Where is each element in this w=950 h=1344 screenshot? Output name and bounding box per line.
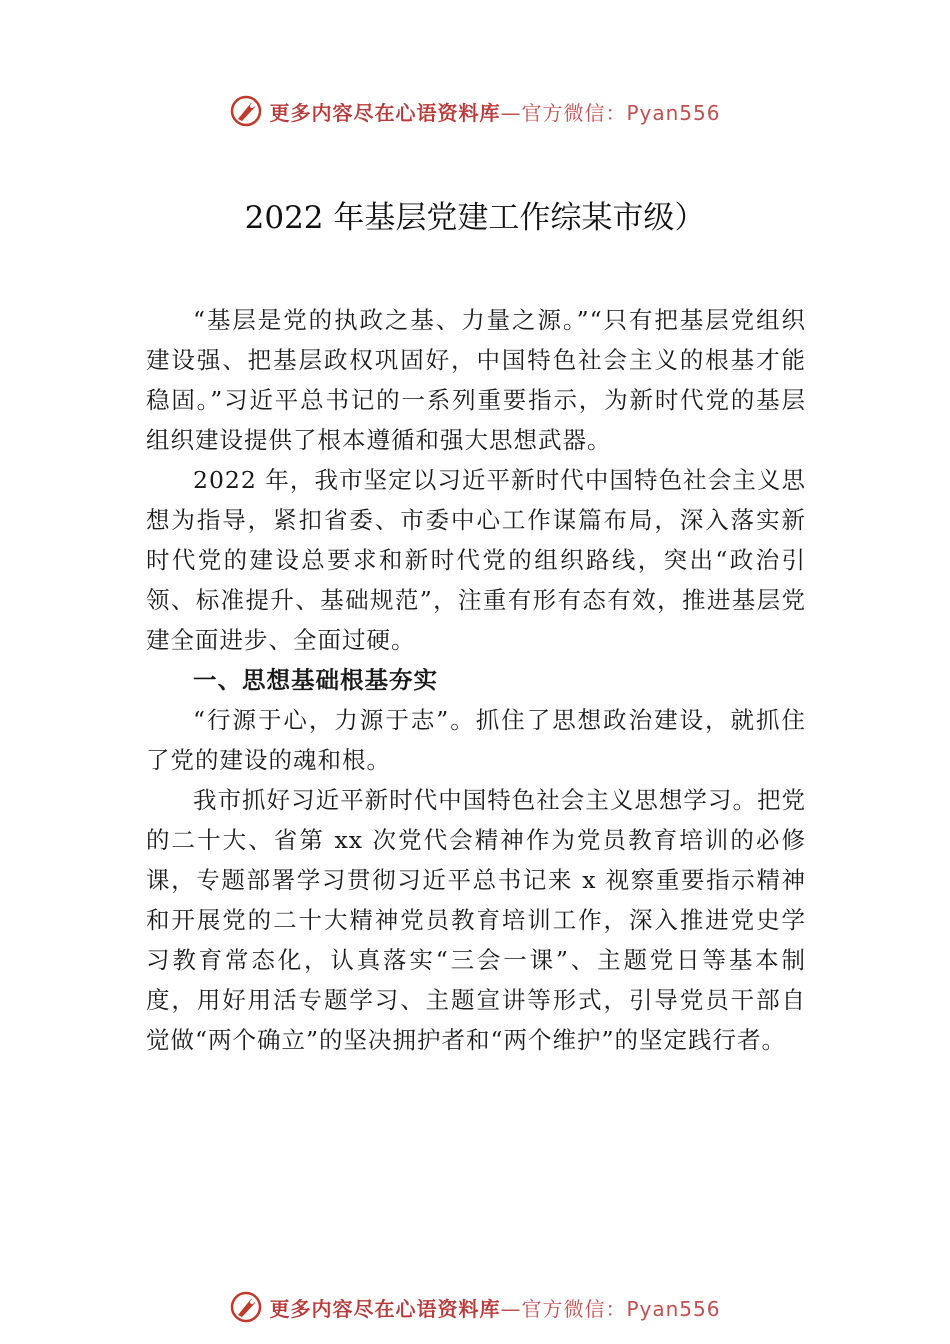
- section1-paragraph-2: 我市抓好习近平新时代中国特色社会主义思想学习。把党的二十大、省第 xx 次党代会精神作为党员教育培训的必修课，专题部署学习贯彻习近平总书记来 x 视察重要指示精神和开展党的二十大精神党员教育培训工作，深入推进党史学习教育常态化，认真落实“三会一课”、主题党日等基本制度，用好用活专题学习、主题宣讲等形式，引导党员干部自觉做“两个确立”的坚决拥护者和“两个维护”的坚定践行者。: [146, 786, 806, 1054]
- watermark-text-left: 更多内容尽在心语资料库: [269, 100, 501, 125]
- paragraph-1: “基层是党的执政之基、力量之源。”“只有把基层党组织建设强、把基层政权巩固好，中国特色社会主义的根基才能稳固。”习近平总书记的一系列重要指示，为新时代党的基层组织建设提供了根本遵循和强大思想武器。: [146, 306, 806, 454]
- document-body: [146, 300, 806, 1060]
- watermark-text-left: 更多内容尽在心语资料库: [269, 1296, 501, 1321]
- pen-nib-seal-icon: [229, 94, 263, 128]
- pen-nib-seal-icon: [229, 1290, 263, 1324]
- document-title: 2022 年基层党建工作综某市级）: [244, 200, 706, 236]
- watermark-text-right: —官方微信：Pyan556: [500, 1296, 721, 1321]
- section-heading-1: 一、思想基础根基夯实: [193, 666, 438, 694]
- section1-paragraph-1: “行源于心，力源于志”。抓住了思想政治建设，就抓住了党的建设的魂和根。: [146, 706, 806, 774]
- watermark-text-right: —官方微信：Pyan556: [500, 100, 721, 125]
- watermark-footer: [0, 1290, 950, 1324]
- watermark-header: [0, 94, 950, 128]
- paragraph-2: 2022 年，我市坚定以习近平新时代中国特色社会主义思想为指导，紧扣省委、市委中心工作谋篇布局，深入落实新时代党的建设总要求和新时代党的组织路线，突出“政治引领、标准提升、基础规范”，注重有形有态有效，推进基层党建全面进步、全面过硬。: [146, 466, 806, 654]
